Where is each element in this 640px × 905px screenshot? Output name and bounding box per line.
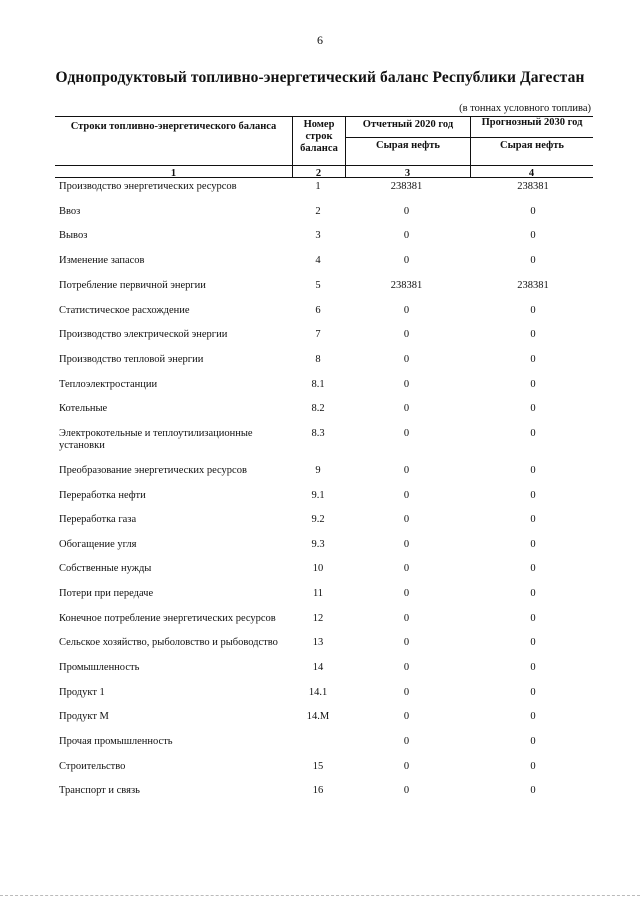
header-balance-lines: Строки топливно-энергетического баланса — [70, 121, 277, 132]
row-label: Производство тепловой энергии — [59, 354, 204, 365]
row-label: Строительство — [59, 761, 126, 772]
row-value-2030: 0 — [530, 379, 536, 390]
row-label: Транспорт и связь — [59, 785, 140, 796]
row-line-number: 3 — [315, 230, 321, 241]
row-value-2020: 0 — [403, 379, 410, 390]
row-value-2030: 0 — [530, 711, 536, 722]
row-label: Теплоэлектростанции — [59, 379, 158, 390]
row-line-number: 5 — [315, 280, 321, 291]
row-label: Конечное потребление энергетических ресурсов — [59, 613, 276, 624]
row-value-2030: 0 — [530, 785, 536, 796]
row-line-number: 14.М — [306, 711, 330, 722]
row-value-2020: 0 — [403, 354, 410, 365]
row-line-number: 9.3 — [311, 539, 325, 550]
row-value-2030: 0 — [530, 514, 536, 525]
row-value-2030: 0 — [530, 613, 536, 624]
row-value-2030: 0 — [530, 761, 536, 772]
row-value-2020: 0 — [403, 687, 410, 698]
row-line-number: 11 — [312, 588, 324, 599]
row-label: Собственные нужды — [59, 563, 152, 574]
row-value-2020: 0 — [403, 711, 410, 722]
row-label: Изменение запасов — [59, 255, 145, 266]
row-line-number: 9.1 — [311, 490, 325, 501]
row-value-2030: 0 — [530, 736, 536, 747]
header-crude-oil-2020: Сырая нефть — [376, 140, 440, 151]
row-value-2020: 0 — [403, 514, 410, 525]
page-number: 6 — [317, 33, 323, 47]
row-value-2030: 0 — [530, 329, 536, 340]
row-value-2020: 0 — [403, 662, 410, 673]
page-bottom-edge — [0, 895, 640, 896]
row-line-number: 13 — [312, 637, 324, 648]
row-value-2020: 0 — [403, 255, 410, 266]
row-value-2020: 0 — [403, 539, 410, 550]
row-line-number: 8.3 — [311, 428, 325, 439]
row-value-2030: 0 — [530, 588, 536, 599]
row-label: Переработка нефти — [59, 490, 146, 501]
row-value-2020: 0 — [403, 588, 410, 599]
row-value-2030: 0 — [530, 255, 536, 266]
row-value-2020: 0 — [403, 613, 410, 624]
row-line-number: 9 — [315, 465, 321, 476]
row-label: Производство электрической энергии — [59, 329, 228, 340]
row-label: Обогащение угля — [59, 539, 137, 550]
header-forecast-2030: Прогнозный 2030 год — [481, 117, 583, 128]
row-line-number: 15 — [312, 761, 324, 772]
column-number-1: 1 — [170, 168, 177, 179]
row-label: Прочая промышленность — [59, 736, 173, 747]
row-value-2030: 0 — [530, 662, 536, 673]
row-line-number: 14 — [312, 662, 324, 673]
document-title: Однопродуктовый топливно-энергетический баланс Республики Дагестан — [55, 69, 585, 86]
row-line-number: 6 — [315, 305, 321, 316]
row-label: Преобразование энергетических ресурсов — [59, 465, 247, 476]
row-label: Производство энергетических ресурсов — [59, 181, 237, 192]
row-value-2030: 0 — [530, 305, 536, 316]
row-label: Электрокотельные и теплоутилизационные установки — [59, 428, 253, 451]
row-value-2030: 0 — [530, 539, 536, 550]
row-value-2020: 0 — [403, 761, 410, 772]
row-line-number: 10 — [312, 563, 324, 574]
row-label: Потери при передаче — [59, 588, 154, 599]
units-note: (в тоннах условного топлива) — [459, 103, 591, 114]
row-value-2020: 0 — [403, 403, 410, 414]
row-line-number: 8.2 — [311, 403, 325, 414]
row-line-number: 14.1 — [308, 687, 328, 698]
row-value-2030: 0 — [530, 490, 536, 501]
row-value-2020: 0 — [403, 563, 410, 574]
row-label: Котельные — [59, 403, 108, 414]
column-number-2: 2 — [315, 168, 322, 179]
row-line-number: 9.2 — [311, 514, 325, 525]
row-value-2020: 238381 — [390, 280, 423, 291]
row-value-2030: 0 — [530, 354, 536, 365]
header-crude-oil-2030: Сырая нефть — [500, 140, 564, 151]
row-value-2020: 0 — [403, 785, 410, 796]
row-label: Потребление первичной энергии — [59, 280, 206, 291]
column-number-4: 4 — [528, 168, 535, 179]
row-label: Ввоз — [59, 206, 81, 217]
row-label: Продукт 1 — [59, 687, 105, 698]
row-value-2020: 0 — [403, 637, 410, 648]
row-value-2030: 0 — [530, 687, 536, 698]
row-label: Промышленность — [59, 662, 140, 673]
row-line-number: 16 — [312, 785, 324, 796]
row-line-number: 7 — [315, 329, 321, 340]
row-label: Продукт М — [59, 711, 109, 722]
row-value-2020: 0 — [403, 230, 410, 241]
header-report-2020: Отчетный 2020 год — [362, 119, 454, 130]
row-value-2030: 238381 — [517, 280, 549, 291]
column-number-3: 3 — [404, 168, 411, 179]
row-value-2020: 0 — [403, 206, 410, 217]
row-value-2030: 238381 — [517, 181, 549, 192]
header-line-number: Номер строк баланса — [300, 119, 338, 154]
row-value-2030: 0 — [530, 403, 536, 414]
row-line-number: 2 — [315, 206, 321, 217]
row-value-2020: 0 — [403, 736, 410, 747]
header-sub-border — [345, 137, 593, 138]
row-value-2020: 0 — [403, 329, 410, 340]
row-value-2020: 0 — [403, 428, 410, 439]
row-value-2020: 0 — [403, 490, 410, 501]
row-value-2020: 238381 — [390, 181, 423, 192]
row-value-2030: 0 — [530, 206, 536, 217]
row-line-number: 4 — [315, 255, 321, 266]
row-label: Вывоз — [59, 230, 88, 241]
row-value-2020: 0 — [403, 465, 410, 476]
row-value-2030: 0 — [530, 428, 536, 439]
header-bottom-border — [55, 165, 593, 166]
row-label: Статистическое расхождение — [59, 305, 190, 316]
row-value-2030: 0 — [530, 637, 536, 648]
row-value-2030: 0 — [530, 465, 536, 476]
row-line-number: 8 — [315, 354, 321, 365]
row-value-2030: 0 — [530, 563, 536, 574]
row-value-2020: 0 — [403, 305, 410, 316]
row-label: Сельское хозяйство, рыболовство и рыбоводство — [59, 637, 278, 648]
row-line-number: 12 — [312, 613, 324, 624]
row-line-number: 1 — [315, 181, 321, 192]
row-line-number: 8.1 — [311, 379, 325, 390]
row-label: Переработка газа — [59, 514, 137, 525]
row-value-2030: 0 — [530, 230, 536, 241]
